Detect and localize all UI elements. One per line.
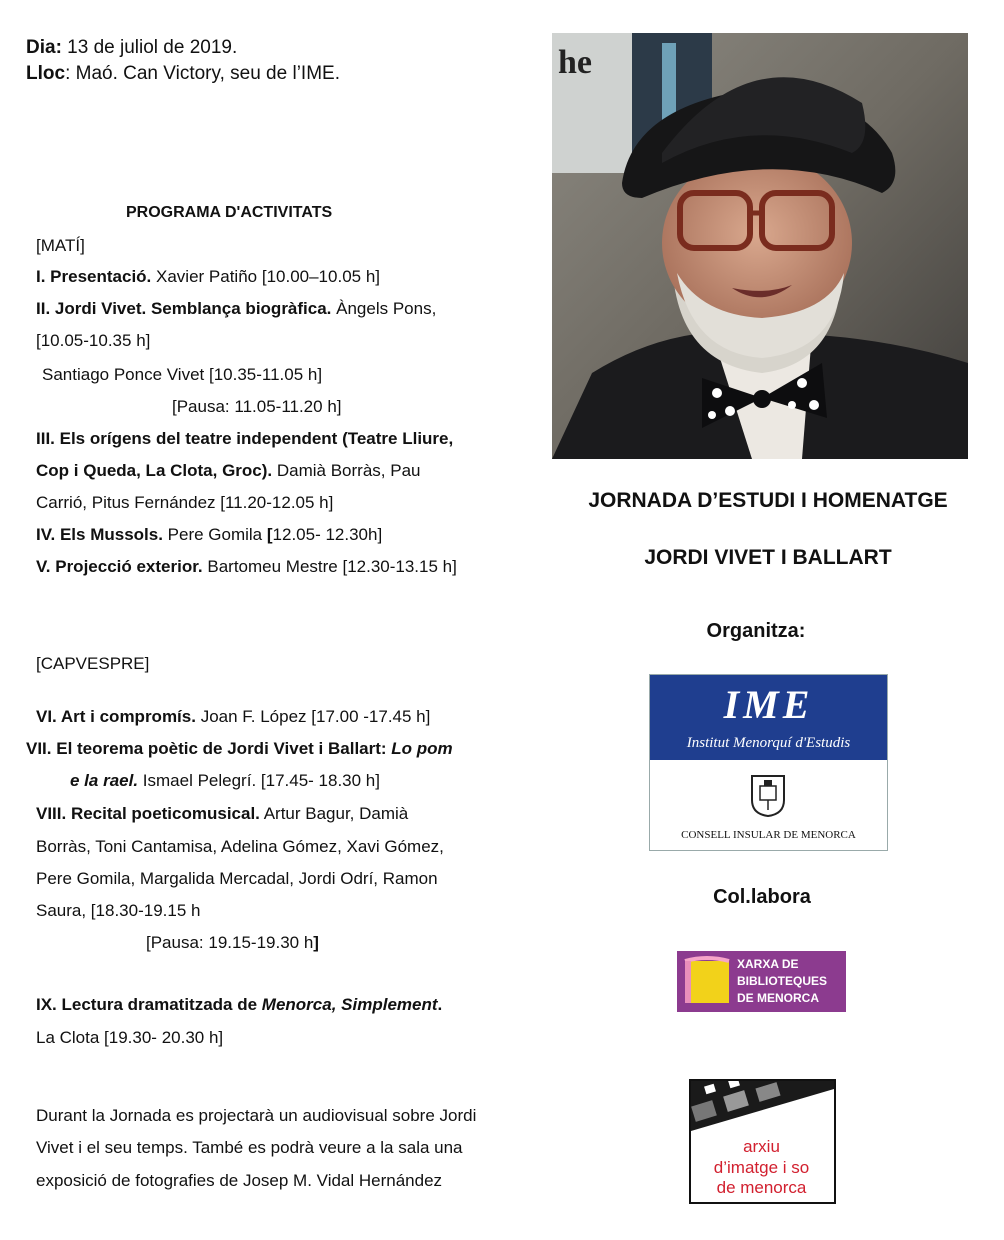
section-mati: [MATÍ] bbox=[36, 236, 85, 255]
date-value: 13 de juliol de 2019. bbox=[61, 37, 238, 58]
pause-evening-bracket: ] bbox=[313, 933, 319, 952]
program-item-1 bbox=[36, 267, 380, 287]
item-9-title: IX. Lectura dramatitzada de bbox=[36, 995, 258, 1014]
xarxa-text-3: DE MENORCA bbox=[737, 991, 820, 1005]
xarxa-biblioteques-logo bbox=[677, 951, 846, 1012]
arxiu-text-1: arxiu bbox=[743, 1137, 780, 1156]
program-item-9 bbox=[36, 995, 442, 1015]
note-line-3: exposició de fotografies de Josep M. Vidal Hernández bbox=[36, 1171, 443, 1190]
program-item-6 bbox=[36, 707, 430, 727]
arxiu-text-2: d’imatge i so bbox=[713, 1158, 810, 1177]
event-title-1: JORNADA D’ESTUDI I HOMENATGE bbox=[588, 489, 948, 512]
portrait-illustration bbox=[552, 33, 968, 459]
collaborator-label: Col.labora bbox=[713, 886, 811, 908]
pause-morning: [Pausa: 11.05-11.20 h] bbox=[172, 397, 342, 416]
program-item-3-line2 bbox=[36, 461, 420, 481]
ime-logo bbox=[649, 674, 888, 851]
item-2-title: II. Jordi Vivet. Semblança biogràfica. bbox=[36, 299, 332, 318]
pause-evening bbox=[146, 933, 319, 953]
item-6-detail: Joan F. López [17.00 -17.45 h] bbox=[195, 707, 431, 726]
event-title-2: JORDI VIVET I BALLART bbox=[644, 546, 892, 569]
note-line-1: Durant la Jornada es projectarà un audiovisual sobre Jordi bbox=[36, 1106, 477, 1125]
item-6-title: VI. Art i compromís. bbox=[36, 707, 196, 726]
item-4-detail: Pere Gomila bbox=[162, 525, 267, 544]
date-label: Dia: bbox=[26, 37, 62, 58]
item-9-work: Menorca, Simplement bbox=[257, 995, 438, 1014]
program-item-8-line4: Saura, [18.30-19.15 h bbox=[36, 901, 201, 920]
program-item-2-time: [10.05-10.35 h] bbox=[36, 331, 151, 350]
program-item-8 bbox=[36, 804, 408, 824]
ime-name: Institut Menorquí d'Estudis bbox=[686, 735, 851, 751]
poster-text: he bbox=[558, 44, 592, 81]
consell-name: CONSELL INSULAR DE MENORCA bbox=[681, 829, 856, 841]
xarxa-text-2: BIBLIOTEQUES bbox=[737, 974, 828, 988]
xarxa-text-1: XARXA DE bbox=[737, 957, 799, 971]
item-5-detail: Bartomeu Mestre [12.30-13.15 h] bbox=[202, 557, 457, 576]
program-title: PROGRAMA D'ACTIVITATS bbox=[126, 204, 333, 221]
item-4-time: 12.05- 12.30h] bbox=[272, 525, 383, 544]
item-8-title: VIII. Recital poeticomusical. bbox=[36, 804, 260, 823]
event-date bbox=[26, 35, 237, 60]
item-4-title: IV. Els Mussols. bbox=[36, 525, 163, 544]
program-item-2b: Santiago Ponce Vivet [10.35-11.05 h] bbox=[42, 365, 323, 384]
item-5-title: V. Projecció exterior. bbox=[36, 557, 203, 576]
program-item-2 bbox=[36, 299, 436, 319]
item-7-work-1: Lo pom bbox=[386, 739, 453, 758]
program-item-8-line2: Borràs, Toni Cantamisa, Adelina Gómez, Xavi Gómez, bbox=[36, 837, 444, 856]
location-value: : Maó. Can Victory, seu de l’IME. bbox=[65, 63, 340, 84]
item-7-detail: Ismael Pelegrí. [17.45- 18.30 h] bbox=[138, 771, 380, 790]
pause-evening-text: [Pausa: 19.15-19.30 h bbox=[146, 933, 314, 952]
film-strip-icon bbox=[691, 1081, 834, 1141]
program-item-7 bbox=[26, 739, 453, 759]
ime-logo-top bbox=[650, 675, 887, 760]
organizer-label: Organitza: bbox=[706, 620, 806, 642]
location-label: Lloc bbox=[26, 63, 66, 84]
item-7-work-2: e la rael. bbox=[70, 771, 139, 790]
program-item-5 bbox=[36, 557, 457, 577]
program-item-9-line2: La Clota [19.30- 20.30 h] bbox=[36, 1028, 224, 1047]
event-location bbox=[26, 61, 340, 86]
section-capvespre: [CAPVESPRE] bbox=[36, 654, 150, 673]
program-item-7-line2 bbox=[70, 771, 380, 791]
item-2-detail: Àngels Pons, bbox=[331, 299, 437, 318]
arxiu-text-3: de menorca bbox=[716, 1178, 807, 1197]
program-item-4 bbox=[36, 525, 382, 545]
item-4-bracket: [ bbox=[266, 525, 273, 544]
ime-mark: IME bbox=[723, 682, 814, 727]
item-9-dot: . bbox=[437, 995, 443, 1014]
book-icon bbox=[681, 955, 735, 1007]
program-item-3-line3: Carrió, Pitus Fernández [11.20-12.05 h] bbox=[36, 493, 334, 512]
consell-crest-icon bbox=[748, 772, 788, 818]
item-3-title-1: III. Els orígens del teatre independent (Teatre Lliure, bbox=[36, 429, 454, 448]
program-item-3-line1 bbox=[36, 429, 453, 449]
item-3-detail-1: Damià Borràs, Pau bbox=[272, 461, 421, 480]
arxiu-imatge-so-logo bbox=[689, 1079, 836, 1204]
note-line-2: Vivet i el seu temps. També es podrà veure a la sala una bbox=[36, 1138, 463, 1157]
item-1-title: I. Presentació. bbox=[36, 267, 152, 286]
item-3-title-2: Cop i Queda, La Clota, Groc). bbox=[36, 461, 273, 480]
item-1-detail: Xavier Patiño [10.00–10.05 h] bbox=[151, 267, 381, 286]
program-item-8-line3: Pere Gomila, Margalida Mercadal, Jordi Odrí, Ramon bbox=[36, 869, 438, 888]
portrait-photo bbox=[552, 33, 968, 459]
item-7-title: VII. El teorema poètic de Jordi Vivet i Ballart: bbox=[26, 739, 387, 758]
item-8-detail-1: Artur Bagur, Damià bbox=[259, 804, 409, 823]
